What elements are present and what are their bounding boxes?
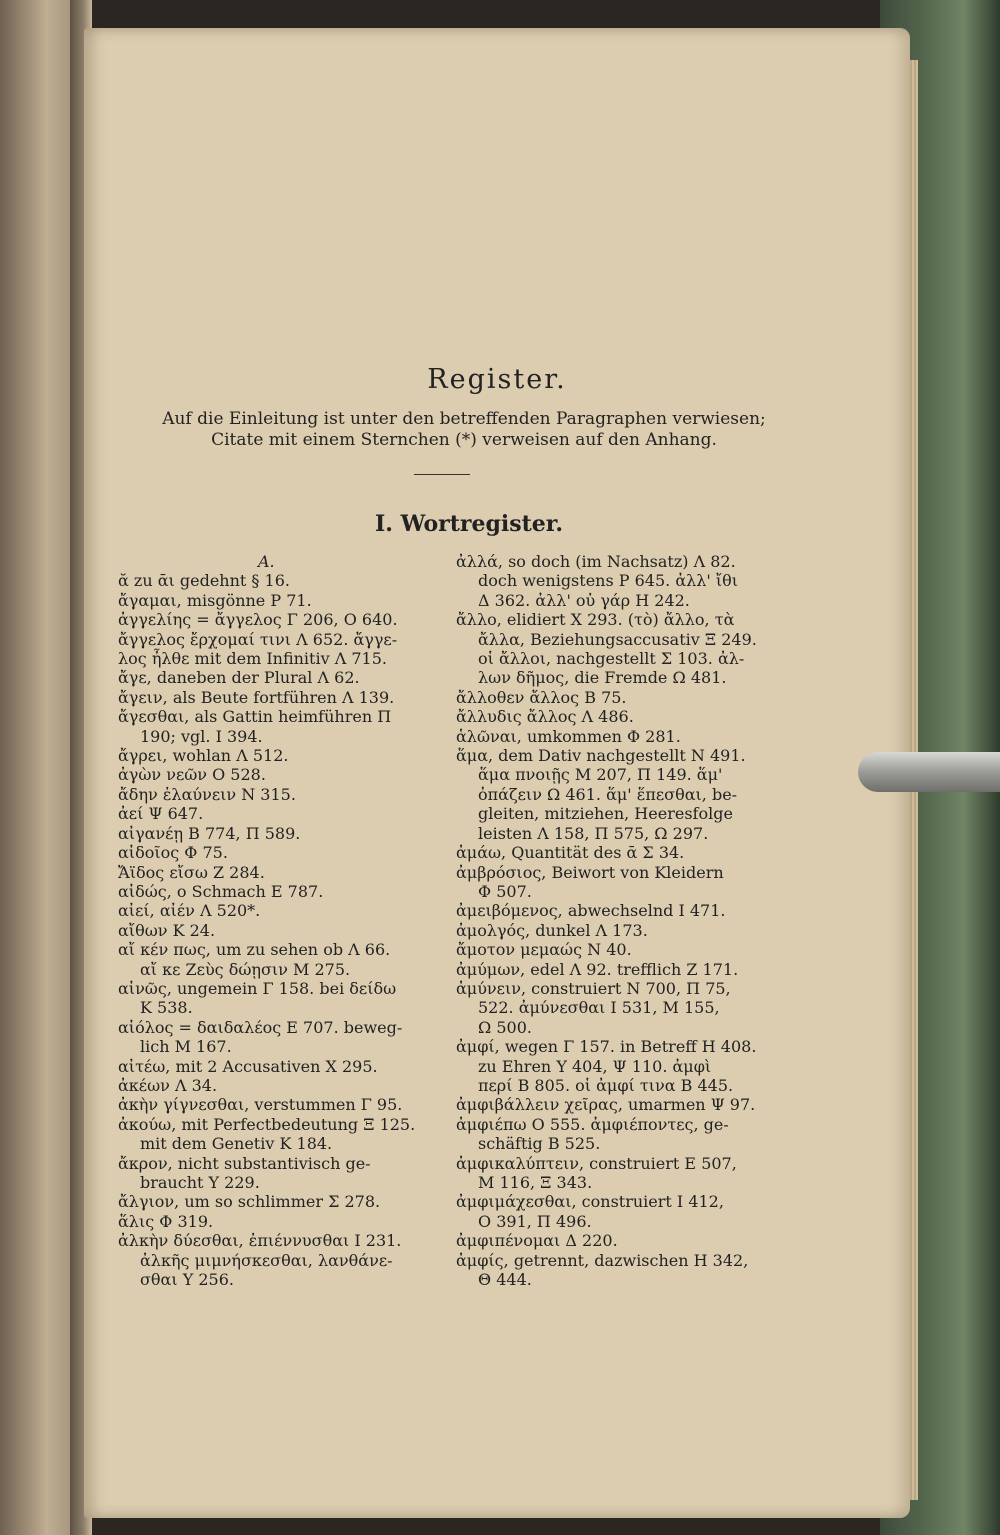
index-entry: Κ 538. (140, 998, 193, 1018)
index-entry: αἰνῶς, ungemein Γ 158. bei δείδω (118, 978, 397, 998)
index-entry: lich Μ 167. (140, 1037, 232, 1057)
index-entry: ἄλγιον, um so schlimmer Σ 278. (118, 1192, 381, 1212)
register-intro (114, 409, 814, 451)
index-entry: ἄλλα, Beziehungsaccusativ Ξ 249. (478, 629, 757, 649)
index-entry: ἀμφίς, getrennt, dazwischen Η 342, (456, 1250, 749, 1270)
index-entry: Μ 116, Ξ 343. (478, 1173, 593, 1192)
index-entry: Θ 444. (478, 1270, 532, 1290)
index-entry: ἀμβρόσιος, Beiwort von Kleidern (456, 862, 724, 882)
index-entry: αἰδοῖος Φ 75. (118, 843, 228, 863)
index-entry: αἰτέω, mit 2 Accusativen Χ 295. (118, 1056, 378, 1076)
index-entry: ἀκούω, mit Perfectbedeutung Ξ 125. (118, 1114, 416, 1134)
index-entry: ἀμφί, wegen Γ 157. in Betreff Η 408. (456, 1037, 757, 1057)
index-entry: ἀμολγός, dunkel Λ 173. (456, 920, 648, 940)
index-entry: ἀκὴν γίγνεσθαι, verstummen Γ 95. (118, 1095, 403, 1115)
index-column-right (456, 552, 802, 1289)
index-entry: λος ἦλθε mit dem Infinitiv Λ 715. (118, 649, 387, 669)
index-entry: λων δῆμος, die Fremde Ω 481. (478, 668, 727, 688)
index-entry: ἄγγελος ἔρχομαί τινι Λ 652. ἄγγε- (118, 629, 398, 649)
index-entry: ἄγειν, als Beute fortführen Λ 139. (118, 687, 395, 707)
index-entry: ἄλλο, elidiert Χ 293. (τὸ) ἄλλο, τὰ (456, 610, 735, 630)
index-entry: ἄγε, daneben der Plural Λ 62. (118, 668, 360, 688)
index-entry: 522. ἀμύνεσθαι Ι 531, Μ 155, (478, 998, 720, 1018)
index-entry: mit dem Genetiv Κ 184. (140, 1134, 333, 1154)
index-entry: ἀμύνειν, construiert Ν 700, Π 75, (456, 978, 731, 998)
left-page-edge (0, 0, 78, 1535)
index-entry: ἀμφιβάλλειν χεῖρας, umarmen Ψ 97. (456, 1095, 756, 1115)
index-entry: σθαι Υ 256. (140, 1270, 234, 1290)
index-entry: αἰδώς, o Schmach Ε 787. (118, 881, 324, 901)
index-entry: ἀμειβόμενος, abwechselnd Ι 471. (456, 901, 726, 921)
index-entry: αἴ κε Ζεὺς δώῃσιν Μ 275. (140, 959, 351, 979)
index-entry: ἀγὼν νεῶν Ο 528. (118, 765, 266, 785)
index-entry: ἀμύμων, edel Λ 92. trefflich Ζ 171. (456, 959, 739, 979)
index-entry: περί Β 805. οἱ ἀμφί τινα Β 445. (478, 1075, 734, 1095)
index-entry: ἄλλυδις ἄλλος Λ 486. (456, 707, 634, 727)
index-entry: ἄγαμαι, misgönne Ρ 71. (118, 590, 312, 610)
index-entry: ἄδην ἐλαύνειν Ν 315. (118, 784, 296, 804)
index-entry: doch wenigstens Ρ 645. ἀλλ' ἴθι (478, 571, 739, 591)
index-entry: leisten Λ 158, Π 575, Ω 297. (478, 823, 709, 843)
title-divider (414, 474, 470, 475)
index-entry: ἄλλοθεν ἄλλος Β 75. (456, 687, 627, 707)
index-entry: ἀμφικαλύπτειν, construiert Ε 507, (456, 1153, 737, 1173)
index-entry: αἰγανέῃ Β 774, Π 589. (118, 823, 301, 843)
index-entry: schäftig Β 525. (478, 1134, 601, 1154)
index-entry: Ἄϊδος εἴσω Ζ 284. (118, 862, 265, 882)
index-letter-heading: A. (258, 552, 275, 571)
index-entry: ἀμάω, Quantität des ᾱ Σ 34. (456, 843, 685, 863)
index-entry: αἰεί, αἰέν Λ 520*. (118, 901, 261, 921)
intro-line: Auf die Einleitung ist unter den betreffenden Paragraphen verwiesen; (162, 409, 766, 429)
index-entry: αἴθων Κ 24. (118, 920, 216, 940)
index-entry: οἱ ἄλλοι, nachgestellt Σ 103. ἀλ- (478, 649, 745, 669)
index-entry: 190; vgl. Ι 394. (140, 726, 263, 746)
index-entry: braucht Υ 229. (140, 1173, 260, 1192)
index-entry: ᾰ zu ᾱι gedehnt § 16. (118, 571, 290, 591)
index-entry: ἀλκῆς μιμνήσκεσθαι, λανθάνε- (140, 1250, 393, 1270)
index-column-left (118, 552, 470, 1289)
index-entry: ἅλις Φ 319. (118, 1211, 214, 1231)
index-entry: ἄμοτον μεμαώς Ν 40. (456, 940, 632, 960)
index-entry: Ο 391, Π 496. (478, 1211, 592, 1231)
index-entry: αἴ κέν πως, um zu sehen ob Λ 66. (118, 940, 391, 960)
index-entry: Ω 500. (478, 1017, 532, 1037)
index-entry: ἅμα, dem Dativ nachgestellt Ν 491. (456, 746, 746, 766)
index-entry: Δ 362. ἀλλ' οὐ γάρ Η 242. (478, 590, 690, 610)
index-entry: ἅμα πνοιῇς Μ 207, Π 149. ἅμ' (478, 765, 723, 785)
index-entry: ἀμφιμάχεσθαι, construiert Ι 412, (456, 1192, 724, 1212)
index-entry: ἀλκὴν δύεσθαι, ἐπιέννυσθαι Ι 231. (118, 1231, 402, 1251)
index-entry: ἀκέων Λ 34. (118, 1075, 218, 1095)
index-entry: ἀγγελίης = ἄγγελος Γ 206, Ο 640. (118, 610, 398, 630)
index-entry: αἰόλος = δαιδαλέος Ε 707. beweg- (118, 1017, 403, 1037)
index-entry: ἀμφιέπω Ο 555. ἀμφιέποντες, ge- (456, 1114, 729, 1134)
index-entry: ἀλλά, so doch (im Nachsatz) Λ 82. (456, 552, 736, 571)
index-entry: ἄκρον, nicht substantivisch ge- (118, 1153, 371, 1173)
page-content (84, 28, 910, 1518)
index-entry: ἄγρει, wohlan Λ 512. (118, 746, 289, 766)
register-title: Register. (427, 364, 567, 395)
index-entry: Φ 507. (478, 881, 532, 901)
page-knife (858, 752, 1000, 792)
index-entry: ἁλῶναι, umkommen Φ 281. (456, 726, 681, 746)
index-entry: ἀμφιπένομαι Δ 220. (456, 1231, 618, 1251)
index-entry: ἀεί Ψ 647. (118, 804, 204, 824)
index-entry: gleiten, mitziehen, Heeresfolge (478, 804, 733, 824)
intro-line: Citate mit einem Sternchen (*) verweisen auf den Anhang. (211, 430, 717, 450)
index-entry: zu Ehren Υ 404, Ψ 110. ἀμφὶ (478, 1056, 712, 1076)
index-entry: ἄγεσθαι, als Gattin heimführen Π (118, 707, 392, 727)
index-entry: ὀπάζειν Ω 461. ἅμ' ἕπεσθαι, be- (478, 784, 738, 804)
section-title: I. Wortregister. (374, 511, 564, 537)
